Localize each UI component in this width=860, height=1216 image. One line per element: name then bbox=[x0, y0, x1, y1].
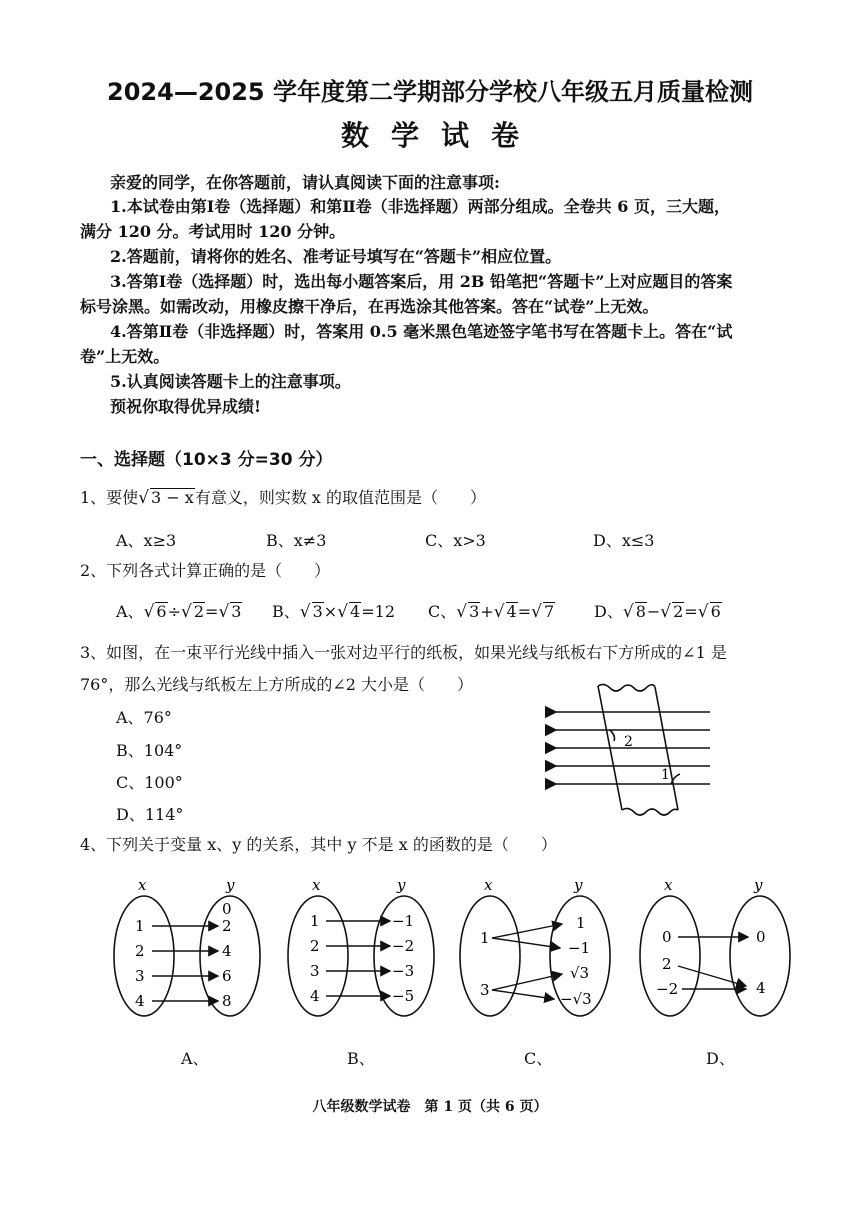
radical-sign: √ bbox=[493, 602, 505, 622]
radical-sign: √ bbox=[697, 602, 709, 622]
domain-value: 0 bbox=[662, 928, 672, 946]
range-value: −1 bbox=[392, 912, 415, 930]
q2-option-d bbox=[594, 599, 722, 622]
radicand: 3 bbox=[231, 602, 242, 621]
x-label: x bbox=[312, 876, 321, 894]
light-board-figure bbox=[540, 678, 720, 823]
q2-option-c bbox=[428, 599, 555, 622]
radical-sign: √ bbox=[299, 602, 311, 622]
option-label: A、 bbox=[116, 602, 144, 621]
radicand: 3 bbox=[312, 602, 323, 621]
range-value: −1 bbox=[568, 939, 591, 957]
question-1 bbox=[80, 485, 486, 508]
notice-line-5: 5.认真阅读答题卡上的注意事项。 bbox=[110, 372, 351, 391]
range-value: −2 bbox=[392, 937, 415, 955]
range-value: 4 bbox=[222, 942, 232, 960]
range-value: √3 bbox=[570, 964, 590, 982]
radical-sign: √ bbox=[337, 602, 349, 622]
q4-option-c-label: C、 bbox=[524, 1049, 553, 1068]
y-label: y bbox=[397, 876, 406, 894]
equals: =12 bbox=[361, 602, 395, 621]
operator: + bbox=[480, 602, 494, 621]
notice-line-4a: 4.答第Ⅱ卷（非选择题）时，答案用 0.5 毫米黑色笔迹签字笔书写在答题卡上。答在“试 bbox=[110, 322, 733, 341]
domain-value: 1 bbox=[135, 917, 145, 935]
q1-post: 有意义，则实数 x 的取值范围是（ ） bbox=[194, 488, 487, 507]
radical-sign: √ bbox=[138, 488, 150, 508]
mapping-diagram-c bbox=[450, 870, 620, 1040]
angle-2-label: 2 bbox=[624, 734, 633, 750]
q3-option-a: A、76° bbox=[116, 708, 172, 727]
range-value: 1 bbox=[576, 914, 586, 932]
q4-option-b-label: B、 bbox=[347, 1049, 375, 1068]
q4-option-a-label: A、 bbox=[181, 1049, 209, 1068]
radical-sign: √ bbox=[456, 602, 468, 622]
domain-value: −2 bbox=[656, 980, 679, 998]
range-value: −√3 bbox=[560, 990, 592, 1008]
radicand: 2 bbox=[673, 602, 684, 621]
operator: × bbox=[323, 602, 338, 621]
q3-option-b: B、104° bbox=[116, 741, 183, 760]
exam-subtitle: 数学试卷 bbox=[340, 119, 541, 152]
range-value: 0 bbox=[756, 928, 766, 946]
angle-1-label: 1 bbox=[661, 767, 670, 783]
question-3-line-1: 3、如图，在一束平行光线中插入一张对边平行的纸板，如果光线与纸板右下方所成的∠1 是 bbox=[80, 643, 727, 662]
page-footer: 八年级数学试卷 第 1 页（共 6 页） bbox=[312, 1099, 548, 1115]
domain-value: 4 bbox=[310, 987, 320, 1005]
notice-line-3b: 标号涂黑。如需改动，用橡皮擦干净后，在再选涂其他答案。答在“试卷”上无效。 bbox=[80, 297, 659, 316]
x-label: x bbox=[664, 876, 673, 894]
radicand: 4 bbox=[350, 602, 361, 621]
equals: = bbox=[517, 602, 532, 621]
radicand: 6 bbox=[710, 602, 721, 621]
option-label: B、 bbox=[272, 602, 300, 621]
range-value: 8 bbox=[222, 992, 232, 1010]
operator: ÷ bbox=[167, 602, 181, 621]
range-value: −5 bbox=[392, 987, 415, 1005]
q4-option-d-label: D、 bbox=[706, 1049, 735, 1068]
radical-sign: √ bbox=[218, 602, 230, 622]
y-label: y bbox=[574, 876, 583, 894]
q2-option-b bbox=[272, 599, 395, 622]
range-value: 0 bbox=[222, 900, 232, 918]
domain-value: 1 bbox=[480, 929, 490, 947]
q3-option-c: C、100° bbox=[116, 773, 183, 792]
option-label: C、 bbox=[428, 602, 457, 621]
radical-sign: √ bbox=[622, 602, 634, 622]
range-value: −3 bbox=[392, 962, 415, 980]
option-label: D、 bbox=[594, 602, 623, 621]
radicand: 8 bbox=[635, 602, 646, 621]
radical-sign: √ bbox=[531, 602, 542, 622]
range-value: 2 bbox=[222, 917, 232, 935]
q1-pre: 1、要使 bbox=[80, 488, 139, 507]
q1-option-d: D、x≤3 bbox=[593, 531, 655, 550]
q2-option-a bbox=[116, 599, 242, 622]
domain-value: 3 bbox=[480, 981, 490, 999]
notice-line-2: 2.答题前，请将你的姓名、准考证号填写在“答题卡”相应位置。 bbox=[110, 247, 562, 266]
equals: = bbox=[684, 602, 698, 621]
notice-line-1a: 1.本试卷由第Ⅰ卷（选择题）和第Ⅱ卷（非选择题）两部分组成。全卷共 6 页，三大题， bbox=[110, 197, 730, 216]
range-value: 6 bbox=[222, 967, 232, 985]
notice-wish: 预祝你取得优异成绩! bbox=[110, 397, 262, 416]
domain-value: 2 bbox=[310, 937, 320, 955]
q1-option-a: A、x≥3 bbox=[116, 531, 177, 550]
question-3-line-2: 76°，那么光线与纸板左上方所成的∠2 大小是（ ） bbox=[80, 675, 474, 694]
q3-option-d: D、114° bbox=[116, 805, 184, 824]
radicand: 2 bbox=[193, 602, 205, 621]
notice-line-3a: 3.答第Ⅰ卷（选择题）时，选出每小题答案后，用 2B 铅笔把“答题卡”上对应题目的答案 bbox=[110, 272, 733, 291]
domain-value: 1 bbox=[310, 912, 320, 930]
radicand: 4 bbox=[506, 602, 517, 621]
operator: − bbox=[646, 602, 661, 621]
domain-value: 2 bbox=[135, 942, 145, 960]
domain-value: 4 bbox=[135, 992, 145, 1010]
mapping-diagram-a bbox=[108, 870, 268, 1040]
notice-line-1b: 满分 120 分。考试用时 120 分钟。 bbox=[80, 222, 346, 241]
domain-value: 2 bbox=[662, 955, 672, 973]
q1-option-c: C、x>3 bbox=[425, 531, 486, 550]
radicand: 7 bbox=[543, 602, 555, 621]
q1-radicand: 3 − x bbox=[151, 488, 194, 507]
question-4-stem: 4、下列关于变量 x、y 的关系，其中 y 不是 x 的函数的是（ ） bbox=[80, 835, 557, 854]
y-label: y bbox=[754, 876, 763, 894]
radical-sign: √ bbox=[143, 602, 155, 622]
question-2-stem: 2、下列各式计算正确的是（ ） bbox=[80, 561, 331, 580]
y-label: y bbox=[226, 876, 235, 894]
notice-intro: 亲爱的同学，在你答题前，请认真阅读下面的注意事项: bbox=[110, 173, 500, 192]
notice-line-4b: 卷”上无效。 bbox=[80, 347, 170, 366]
mapping-diagram-d bbox=[630, 870, 800, 1040]
radicand: 6 bbox=[156, 602, 167, 621]
exam-title: 2024—2025 学年度第二学期部分学校八年级五月质量检测 bbox=[107, 78, 753, 106]
section-choice-title: 一、选择题（10×3 分=30 分） bbox=[80, 450, 333, 470]
radical-sign: √ bbox=[181, 602, 192, 622]
equals: = bbox=[205, 602, 219, 621]
radical-sign: √ bbox=[660, 602, 672, 622]
domain-value: 3 bbox=[310, 962, 320, 980]
mapping-diagram-b bbox=[280, 870, 440, 1040]
x-label: x bbox=[138, 876, 147, 894]
domain-value: 3 bbox=[135, 967, 145, 985]
q1-option-b: B、x≠3 bbox=[266, 531, 327, 550]
radicand: 3 bbox=[469, 602, 480, 621]
x-label: x bbox=[484, 876, 493, 894]
range-value: 4 bbox=[756, 979, 766, 997]
